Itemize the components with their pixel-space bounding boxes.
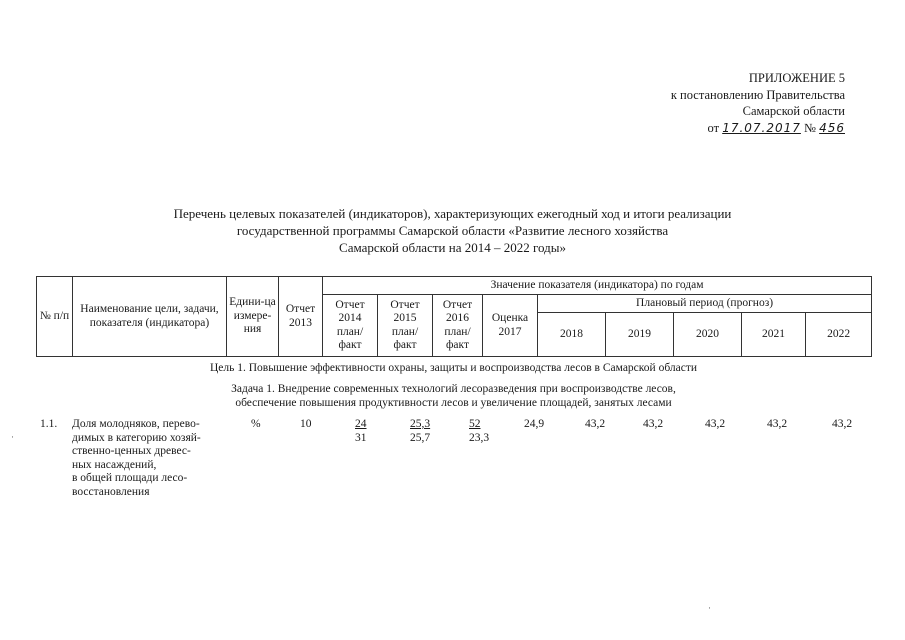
- date-prefix: от: [707, 120, 720, 135]
- goal-row: Цель 1. Повышение эффективности охраны, защиты и воспроизводства лесов в Самарской области: [209, 362, 698, 374]
- handwritten-date: 17.07.2017: [722, 120, 801, 135]
- row-2016-fact: 23,3: [469, 432, 490, 444]
- row-name-line: ных насаждений,: [72, 458, 157, 471]
- row-2014-plan: 24: [355, 418, 367, 430]
- row-2015-plan: 25,3: [410, 418, 431, 430]
- header-report-2016: Отчет 2016 план/ факт: [433, 295, 483, 357]
- appendix-block: [671, 70, 845, 136]
- row-plan-2019: 43,2: [643, 418, 664, 430]
- task-line-1: Задача 1. Внедрение современных технологий лесоразведения при воспроизводстве лесов,: [231, 383, 676, 395]
- title-line-2: государственной программы Самарской области «Развитие лесного хозяйства: [236, 223, 669, 238]
- header-estimate-2017: Оценка 2017: [483, 295, 538, 357]
- header-2018: 2018: [538, 313, 606, 357]
- appendix-region: Самарской области: [742, 104, 845, 118]
- row-name-line: восстановления: [72, 485, 150, 498]
- header-values-by-year: Значение показателя (индикатора) по годам: [323, 277, 872, 295]
- number-prefix: №: [804, 120, 816, 135]
- row-name-line: Доля молодняков, перево-: [72, 418, 200, 430]
- appendix-title: ПРИЛОЖЕНИЕ 5: [748, 71, 845, 85]
- title-line-3: Самарской области на 2014 – 2022 годы»: [339, 240, 566, 255]
- row-name-line: димых в категорию хозяй-: [72, 431, 201, 444]
- row-report-2013: 10: [300, 418, 312, 430]
- appendix-date-line: [708, 120, 846, 137]
- row-plan-2020: 43,2: [705, 418, 726, 430]
- document-title: [0, 205, 905, 256]
- row-plan-2022: 43,2: [832, 418, 853, 430]
- appendix-resolution: к постановлению Правительства: [670, 87, 845, 102]
- header-num: № п/п: [37, 277, 73, 357]
- header-planned-period: Плановый период (прогноз): [538, 295, 872, 313]
- row-num: 1.1.: [40, 418, 58, 430]
- header-name: Наименование цели, задачи, показателя (индикатора): [73, 277, 227, 357]
- indicator-row: [0, 418, 905, 518]
- title-line-1: Перечень целевых показателей (индикаторов), характеризующих ежегодный ход и итоги реализации: [173, 206, 732, 221]
- row-estimate-2017: 24,9: [524, 418, 545, 430]
- row-2015-fact: 25,7: [410, 432, 431, 444]
- header-report-2015: Отчет 2015 план/ факт: [378, 295, 433, 357]
- row-plan-2018: 43,2: [585, 418, 606, 430]
- row-name: [72, 418, 222, 499]
- task-line-2: обеспечение повышения продуктивности лесов и увеличение площадей, занятых лесами: [235, 397, 672, 409]
- row-2016-plan: 52: [469, 418, 481, 430]
- header-unit: Едини-ца измере-ния: [227, 277, 279, 357]
- scan-speck: ·: [11, 432, 14, 442]
- row-unit: %: [251, 418, 261, 430]
- header-2019: 2019: [606, 313, 674, 357]
- header-2022: 2022: [806, 313, 872, 357]
- row-name-line: в общей площади лесо-: [72, 472, 188, 484]
- task-row: [36, 382, 871, 410]
- header-2021: 2021: [742, 313, 806, 357]
- row-2014-fact: 31: [355, 432, 367, 444]
- header-2020: 2020: [674, 313, 742, 357]
- scan-speck: ·: [708, 603, 711, 613]
- indicators-table: [36, 276, 872, 357]
- handwritten-number: 456: [819, 120, 845, 135]
- header-report-2013: Отчет 2013: [279, 277, 323, 357]
- row-plan-2021: 43,2: [767, 418, 788, 430]
- header-report-2014: Отчет 2014 план/ факт: [323, 295, 378, 357]
- row-name-line: ственно-ценных древес-: [72, 445, 191, 457]
